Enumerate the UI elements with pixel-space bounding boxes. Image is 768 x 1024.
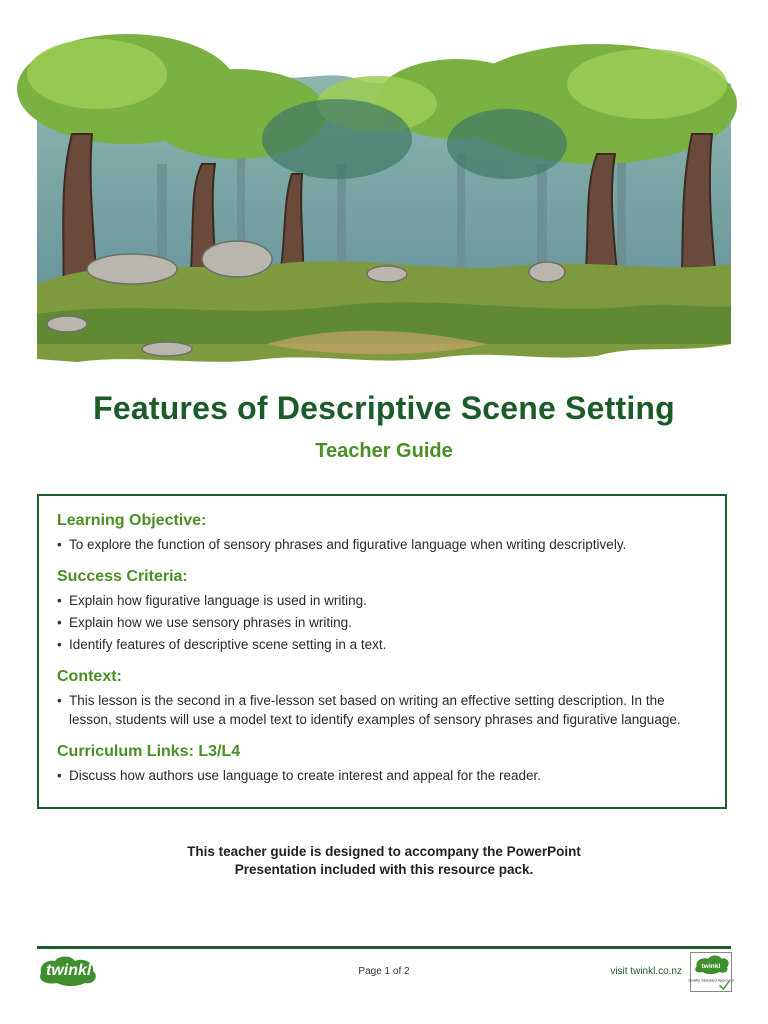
lesson-info-panel [37,494,727,809]
twinkl-logo-text: twinkl [46,962,92,979]
context-section [57,668,707,729]
list-item: • To explore the function of sensory phrases and figurative language when writing descriptively. [57,535,707,554]
quality-badge-icon [690,952,732,992]
guide-note-line-2: Presentation included with this resource pack. [234,862,534,877]
page-subtitle: Teacher Guide [315,440,453,462]
page-title: Features of Descriptive Scene Setting [93,390,675,426]
badge-logo-text: twinkl [701,963,721,971]
list-item: • Explain how figurative language is used in writing. [57,591,707,610]
footer-divider [37,946,731,949]
curriculum-links-heading: Curriculum Links: L3/L4 [57,743,241,760]
curriculum-links-section [57,743,707,785]
context-heading: Context: [57,668,122,685]
list-item: • Explain how we use sensory phrases in writing. [57,613,707,632]
learning-objective-heading: Learning Objective: [57,512,207,529]
badge-caption: Quality Standard Approved [688,978,734,983]
list-item: • This lesson is the second in a five-lesson set based on writing an effective setting description. In the lesson, students will use a model text to identify examples of sensory phrases and figurative language. [57,691,707,729]
guide-note-line-1: This teacher guide is designed to accompany the PowerPoint [187,844,581,859]
page-number: Page 1 of 2 [358,966,410,977]
success-criteria-heading: Success Criteria: [57,568,188,585]
success-criteria-section [57,568,707,654]
site-link[interactable]: visit twinkl.co.nz [610,966,682,977]
forest-illustration [37,44,731,366]
learning-objective-section [57,512,707,554]
list-item: • Identify features of descriptive scene setting in a text. [57,635,707,654]
guide-note [0,843,768,879]
list-item: • Discuss how authors use language to create interest and appeal for the reader. [57,766,707,785]
